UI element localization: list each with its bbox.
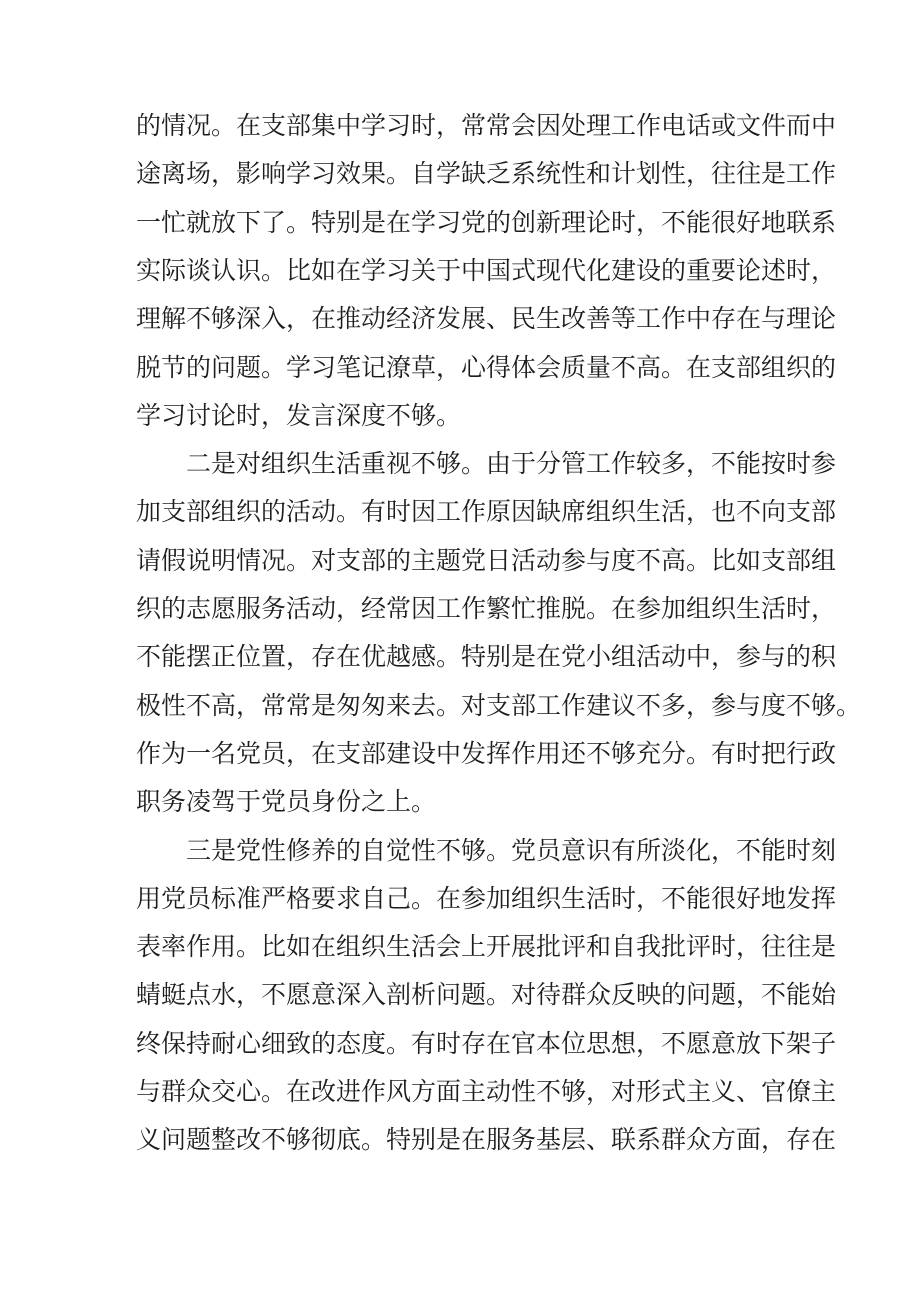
text-line: 用党员标准严格要求自己。在参加组织生活时，不能很好地发挥 bbox=[136, 883, 837, 913]
text-line: 途离场，影响学习效果。自学缺乏系统性和计划性，往往是工作 bbox=[136, 159, 837, 189]
text-line: 三是党性修养的自觉性不够。党员意识有所淡化，不能时刻 bbox=[186, 835, 837, 865]
text-line: 二是对组织生活重视不够。由于分管工作较多，不能按时参 bbox=[186, 449, 837, 479]
text-line: 终保持耐心细致的态度。有时存在官本位思想，不愿意放下架子 bbox=[136, 1028, 837, 1058]
text-line: 表率作用。比如在组织生活会上开展批评和自我批评时，往往是 bbox=[136, 932, 837, 962]
text-line: 实际谈认识。比如在学习关于中国式现代化建设的重要论述时， bbox=[136, 255, 837, 285]
text-line: 不能摆正位置，存在优越感。特别是在党小组活动中，参与的积 bbox=[136, 642, 837, 672]
text-line: 加支部组织的活动。有时因工作原因缺席组织生活，也不向支部 bbox=[136, 497, 837, 527]
text-line: 一忙就放下了。特别是在学习党的创新理论时，不能很好地联系 bbox=[136, 207, 837, 237]
text-line: 义问题整改不够彻底。特别是在服务基层、联系群众方面，存在 bbox=[136, 1125, 837, 1155]
text-line: 与群众交心。在改进作风方面主动性不够，对形式主义、官僚主 bbox=[136, 1077, 837, 1106]
text-line: 请假说明情况。对支部的主题党日活动参与度不高。比如支部组 bbox=[136, 545, 837, 575]
text-line: 学习讨论时，发言深度不够。 bbox=[136, 400, 462, 430]
text-line: 作为一名党员，在支部建设中发挥作用还不够充分。有时把行政 bbox=[136, 738, 837, 768]
text-line: 职务凌驾于党员身份之上。 bbox=[136, 787, 437, 817]
text-line: 理解不够深入，在推动经济发展、民生改善等工作中存在与理论 bbox=[136, 304, 837, 334]
text-line: 的情况。在支部集中学习时，常常会因处理工作电话或文件而中 bbox=[136, 111, 837, 140]
text-line: 蜻蜓点水，不愿意深入剖析问题。对待群众反映的问题，不能始 bbox=[136, 980, 837, 1010]
text-line: 极性不高，常常是匆匆来去。对支部工作建议不多，参与度不够。 bbox=[136, 690, 862, 720]
text-line: 脱节的问题。学习笔记潦草，心得体会质量不高。在支部组织的 bbox=[136, 352, 837, 382]
text-line: 织的志愿服务活动，经常因工作繁忙推脱。在参加组织生活时， bbox=[136, 594, 837, 623]
